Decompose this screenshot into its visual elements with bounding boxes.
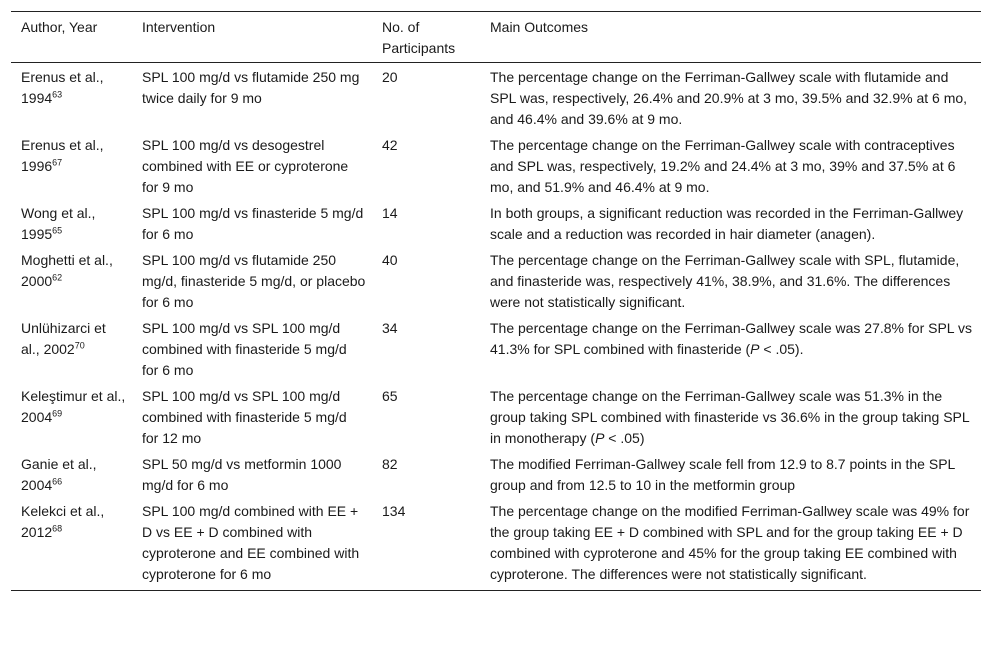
outcome-text-end: < .05). xyxy=(759,341,804,357)
intervention-cell: SPL 100 mg/d vs finasteride 5 mg/d for 6 mo xyxy=(142,205,364,242)
table-body xyxy=(11,63,981,591)
reference-number: 70 xyxy=(74,340,85,351)
author-cell xyxy=(11,452,132,499)
p-value-symbol: P xyxy=(595,430,605,446)
outcome-cell: In both groups, a significant reduction was recorded in the Ferriman-Gallwey scale and a reduction was recorded in hair diameter (anagen). xyxy=(490,205,964,242)
outcome-text: The percentage change on the Ferriman-Gallwey scale was 51.3% in the group taking SPL combined with finasteride vs 36.6% in the group taking SPL in monotherapy ( xyxy=(490,388,970,446)
outcome-cell: The percentage change on the Ferriman-Gallwey scale with contraceptives and SPL was, respectively, 19.2% and 24.4% at 3 mo, 39% and 37.5% at 6 mo, and 51.9% and 46.4% at 9 mo. xyxy=(490,137,956,195)
header-participants: No. of Participants xyxy=(372,12,480,63)
intervention-cell: SPL 100 mg/d vs SPL 100 mg/d combined with finasteride 5 mg/d for 12 mo xyxy=(142,388,347,446)
participants-cell: 20 xyxy=(382,69,398,85)
reference-number: 68 xyxy=(52,523,63,534)
author-cell xyxy=(11,316,132,384)
table-row xyxy=(11,201,981,248)
intervention-cell: SPL 100 mg/d vs SPL 100 mg/d combined with finasteride 5 mg/d for 6 mo xyxy=(142,320,347,378)
outcome-cell: The percentage change on the Ferriman-Gallwey scale with SPL, flutamide, and finasteride was, respectively 41%, 38.9%, and 31.6%. The differences were not statistically significant. xyxy=(490,252,960,310)
reference-number: 67 xyxy=(52,157,63,168)
author-cell xyxy=(11,201,132,248)
participants-cell: 40 xyxy=(382,252,398,268)
reference-number: 66 xyxy=(52,476,63,487)
header-row xyxy=(11,12,981,63)
table-row xyxy=(11,133,981,201)
p-value-symbol: P xyxy=(750,341,760,357)
table-header xyxy=(11,12,981,63)
author-text: Wong et al., 1995 xyxy=(21,205,96,242)
reference-number: 63 xyxy=(52,89,63,100)
participants-cell: 14 xyxy=(382,205,398,221)
header-author-year: Author, Year xyxy=(11,12,132,63)
outcome-cell: The modified Ferriman-Gallwey scale fell from 12.9 to 8.7 points in the SPL group and from 12.5 to 10 in the metformin group xyxy=(490,456,955,493)
intervention-cell: SPL 100 mg/d vs flutamide 250 mg/d, finasteride 5 mg/d, or placebo for 6 mo xyxy=(142,252,366,310)
author-text: Keleştimur et al., 2004 xyxy=(21,388,126,425)
table-row xyxy=(11,63,981,134)
table-row xyxy=(11,499,981,591)
reference-number: 62 xyxy=(52,272,63,283)
reference-number: 69 xyxy=(52,408,63,419)
author-cell xyxy=(11,248,132,316)
author-text: Erenus et al., 1996 xyxy=(21,137,104,174)
outcome-cell xyxy=(480,316,981,384)
intervention-cell: SPL 100 mg/d vs flutamide 250 mg twice daily for 9 mo xyxy=(142,69,360,106)
author-cell xyxy=(11,63,132,134)
intervention-cell: SPL 100 mg/d vs desogestrel combined with EE or cyproterone for 9 mo xyxy=(142,137,349,195)
participants-cell: 42 xyxy=(382,137,398,153)
reference-number: 65 xyxy=(52,225,63,236)
outcome-text: The percentage change on the Ferriman-Gallwey scale was 27.8% for SPL vs 41.3% for SPL combined with finasteride ( xyxy=(490,320,972,357)
outcome-cell: The percentage change on the modified Ferriman-Gallwey scale was 49% for the group taking EE + D combined with SPL and for the group taking EE + D combined with cyproterone and 45% for the group taking EE combined with cyproterone. The differences were not statistically significant. xyxy=(490,503,970,582)
table-row xyxy=(11,452,981,499)
intervention-cell: SPL 50 mg/d vs metformin 1000 mg/d for 6 mo xyxy=(142,456,342,493)
table-row xyxy=(11,248,981,316)
header-main-outcomes: Main Outcomes xyxy=(480,12,981,63)
author-text: Moghetti et al., 2000 xyxy=(21,252,113,289)
participants-cell: 134 xyxy=(382,503,406,519)
intervention-cell: SPL 100 mg/d combined with EE + D vs EE + D combined with cyproterone and EE combined with cyproterone for 6 mo xyxy=(142,503,360,582)
participants-cell: 82 xyxy=(382,456,398,472)
table-row xyxy=(11,316,981,384)
author-text: Erenus et al., 1994 xyxy=(21,69,104,106)
author-cell xyxy=(11,384,132,452)
outcome-text-end: < .05) xyxy=(604,430,645,446)
table-row xyxy=(11,384,981,452)
author-cell xyxy=(11,499,132,591)
author-cell xyxy=(11,133,132,201)
outcome-cell: The percentage change on the Ferriman-Gallwey scale with flutamide and SPL was, respectively, 26.4% and 20.9% at 3 mo, 39.5% and 32.9% at 6 mo, and 46.4% and 39.6% at 9 mo. xyxy=(490,69,968,127)
participants-cell: 34 xyxy=(382,320,398,336)
author-text: Ganie et al., 2004 xyxy=(21,456,97,493)
header-intervention: Intervention xyxy=(132,12,372,63)
studies-table xyxy=(11,11,981,591)
author-text: Unlühizarci et al., 2002 xyxy=(21,320,106,357)
author-text: Kelekci et al., 2012 xyxy=(21,503,105,540)
outcome-cell xyxy=(480,384,981,452)
participants-cell: 65 xyxy=(382,388,398,404)
